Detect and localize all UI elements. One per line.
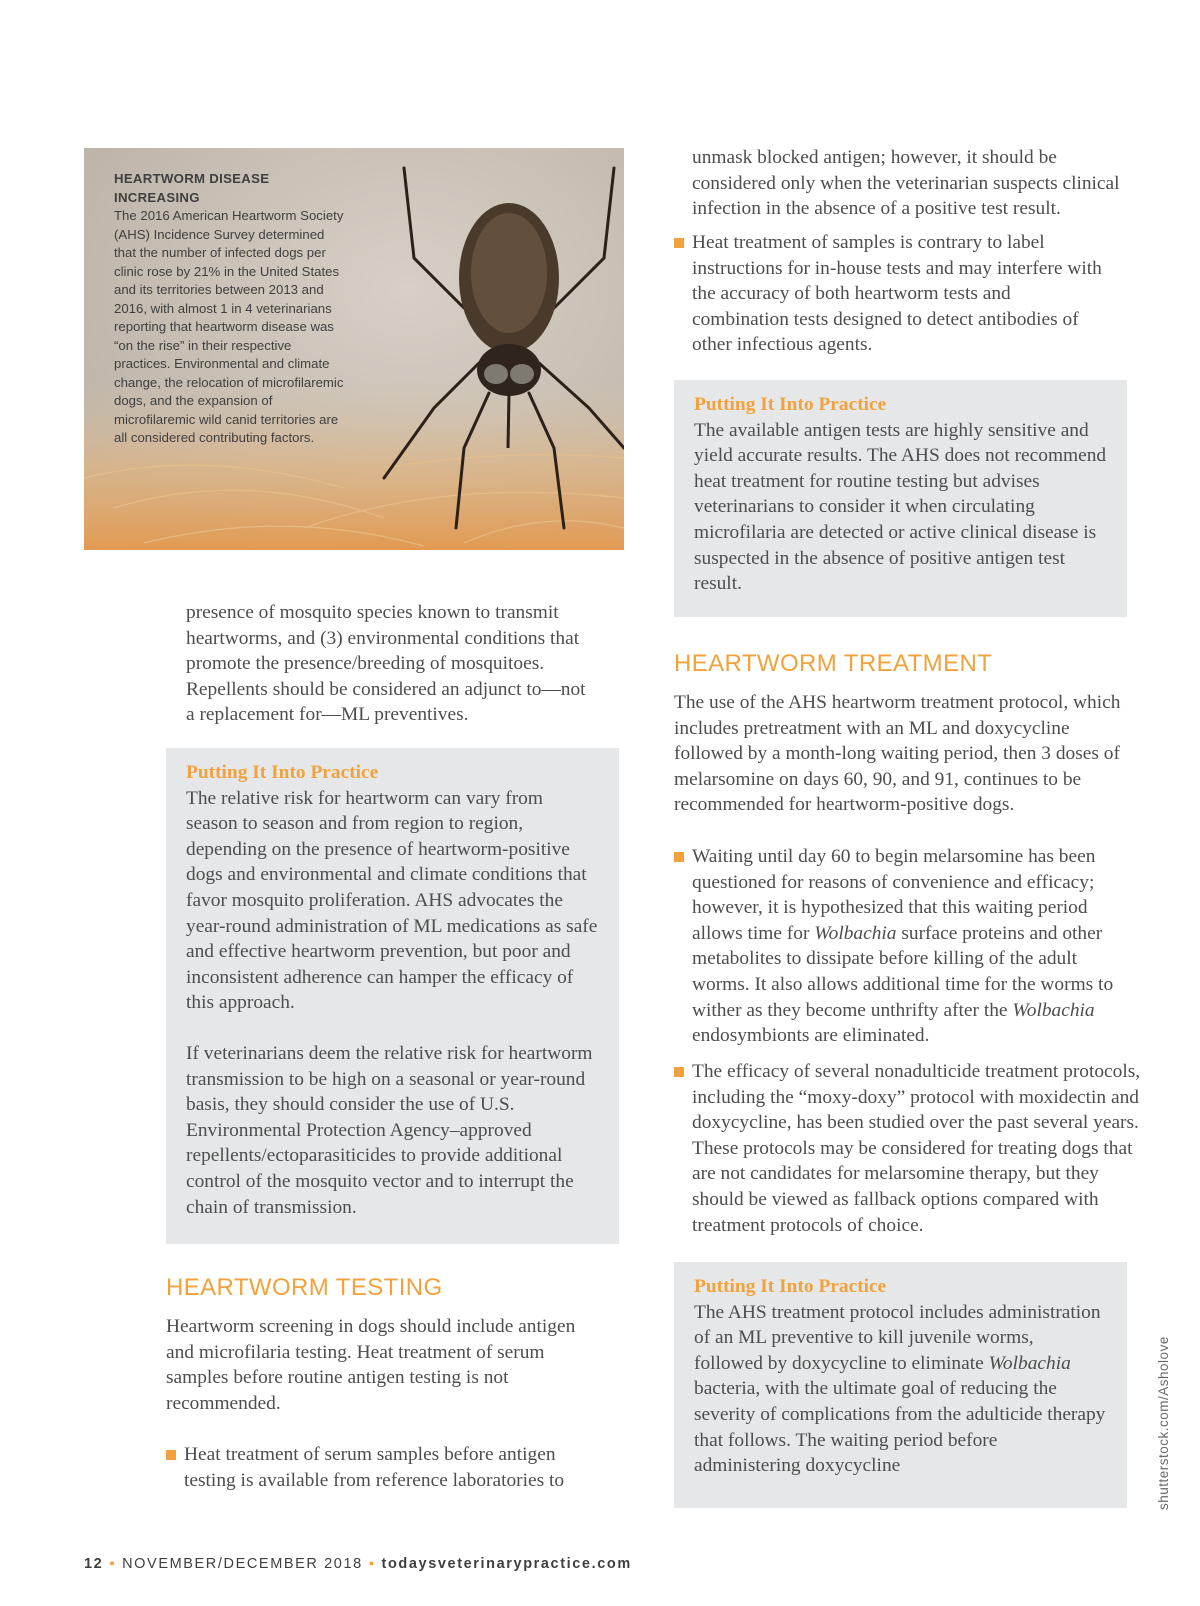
practice-box-paragraph [694,1300,1107,1479]
left-intro [186,600,596,728]
bullet-square-icon [674,852,684,862]
left-intro-text: presence of mosquito species known to transmit heartworms, and (3) environmental conditions that promote the presence/breeding of mosquitoes. Repellents should be considered an adjunct to—not a replacement for—ML preventives. [186,602,586,726]
testing-bullet-text: Heat treatment of serum samples before antigen testing is available from reference laboratories to [184,1444,565,1491]
photo-credit: shutterstock.com/Asholove [1156,1336,1171,1510]
practice-box-testing [674,380,1127,617]
testing-body [166,1314,596,1416]
right-continuation [692,145,1132,222]
treatment-body [674,690,1134,818]
section-heading-treatment: HEARTWORM TREATMENT [674,650,993,677]
separator-dot-icon: ▪ [368,1556,376,1572]
treatment-bullet-waiting [674,844,1122,1049]
testing-paragraph: Heartworm screening in dogs should include antigen and microfilaria testing. Heat treatment of serum samples before routine antigen testing is not recommended. [166,1316,576,1414]
italic-term: Wolbachia [1012,999,1095,1021]
testing-bullet [166,1442,604,1493]
text-run: Waiting until day 60 to begin melarsomine has been questioned for reasons of convenience and efficacy; however, it is hypothesized that this waiting period allows time for [692,846,1096,944]
sidebar-caption [114,170,344,448]
right-continuation-text: unmask blocked antigen; however, it should be considered only when the veterinarian suspects clinical infection in the absence of a positive test result. [692,147,1120,220]
practice-box-treatment [674,1262,1127,1508]
right-bullet-text: Heat treatment of samples is contrary to label instructions for in-house tests and may interfere with the accuracy of both heartworm tests and combination tests designed to detect antibodies of other infectious agents. [692,232,1102,356]
text-run: surface proteins and other metabolites to dissipate before killing of the adult worms. It also allows additional time for the worms to wither as they become unthrifty after the [692,922,1114,1021]
text-run: bacteria, with the ultimate goal of reducing the severity of complications from the adulticide therapy that follows. The waiting period before administering doxycycline [694,1378,1106,1477]
italic-term: Wolbachia [988,1352,1071,1374]
treatment-bullet-text [692,844,1122,1049]
testing-bullet-right [674,230,1112,358]
treatment-bullet-text: The efficacy of several nonadulticide treatment protocols, including the “moxy-doxy” protocol with moxidectin and doxycycline, has been studied over the past several years. These protocols may be considered for treating dogs that are not candidates for melarsomine therapy, but they should be viewed as fallback options compared with treatment protocols of choice. [692,1061,1141,1236]
bullet-square-icon [674,238,684,248]
practice-box-risk [166,748,619,1244]
separator-dot-icon: ▪ [109,1556,117,1572]
page-number: 12 [84,1556,104,1572]
issue-date: NOVEMBER/DECEMBER 2018 [122,1556,363,1572]
practice-box-paragraph: If veterinarians deem the relative risk for heartworm transmission to be high on a seasonal or year-round basis, they should consider the use of U.S. Environmental Protection Agency–approved repellents/ectoparasiticides to provide additional control of the mosquito vector and to interrupt the chain of transmission. [186,1042,593,1218]
sidebar-body: The 2016 American Heartworm Society (AHS) Incidence Survey determined that the number of infected dogs per clinic rose by 21% in the United States and its territories between 2013 and 2016, with almost 1 in 4 veterinarians reporting that heartworm disease was “on the rise” in their respective practices. Environmental and climate change, the relocation of microfilaremic dogs, and the expansion of microfilaremic wild canid territories are all considered contributing factors. [114,208,344,445]
italic-term: Wolbachia [814,922,897,944]
practice-box-paragraph: The relative risk for heartworm can vary from season to season and from region to region, depending on the presence of heartworm-positive dogs and environmental and climate conditions that favor mosquito proliferation. AHS advocates the year-round administration of ML medications as safe and effective heartworm prevention, but poor and inconsistent adherence can hamper the efficacy of this approach. [186,787,598,1014]
page-footer [84,1556,632,1572]
treatment-bullet-efficacy [674,1059,1147,1238]
website-link[interactable]: todaysveterinarypractice.com [381,1556,632,1572]
section-heading-testing: HEARTWORM TESTING [166,1274,443,1301]
treatment-paragraph: The use of the AHS heartworm treatment protocol, which includes pretreatment with an ML and doxycycline followed by a month-long waiting period, then 3 doses of melarsomine on days 60, 90, and 91, continues to be recommended for heartworm-positive dogs. [674,692,1121,816]
practice-box-title: Putting It Into Practice [186,762,379,783]
text-run: The AHS treatment protocol includes administration of an ML preventive to kill juvenile worms, followed by doxycycline to eliminate [694,1301,1101,1374]
practice-box-title: Putting It Into Practice [694,1276,887,1297]
sidebar-heading: HEARTWORM DISEASE INCREASING [114,171,270,205]
practice-box-title: Putting It Into Practice [694,394,887,415]
mosquito-photo [84,148,624,550]
bullet-square-icon [166,1450,176,1460]
practice-box-paragraph: The available antigen tests are highly sensitive and yield accurate results. The AHS does not recommend heat treatment for routine testing but advises veterinarians to consider it when circulating microfilaria are detected or active clinical disease is suspected in the absence of positive antigen test result. [694,419,1107,595]
text-run: endosymbionts are eliminated. [692,1025,930,1047]
bullet-square-icon [674,1067,684,1077]
